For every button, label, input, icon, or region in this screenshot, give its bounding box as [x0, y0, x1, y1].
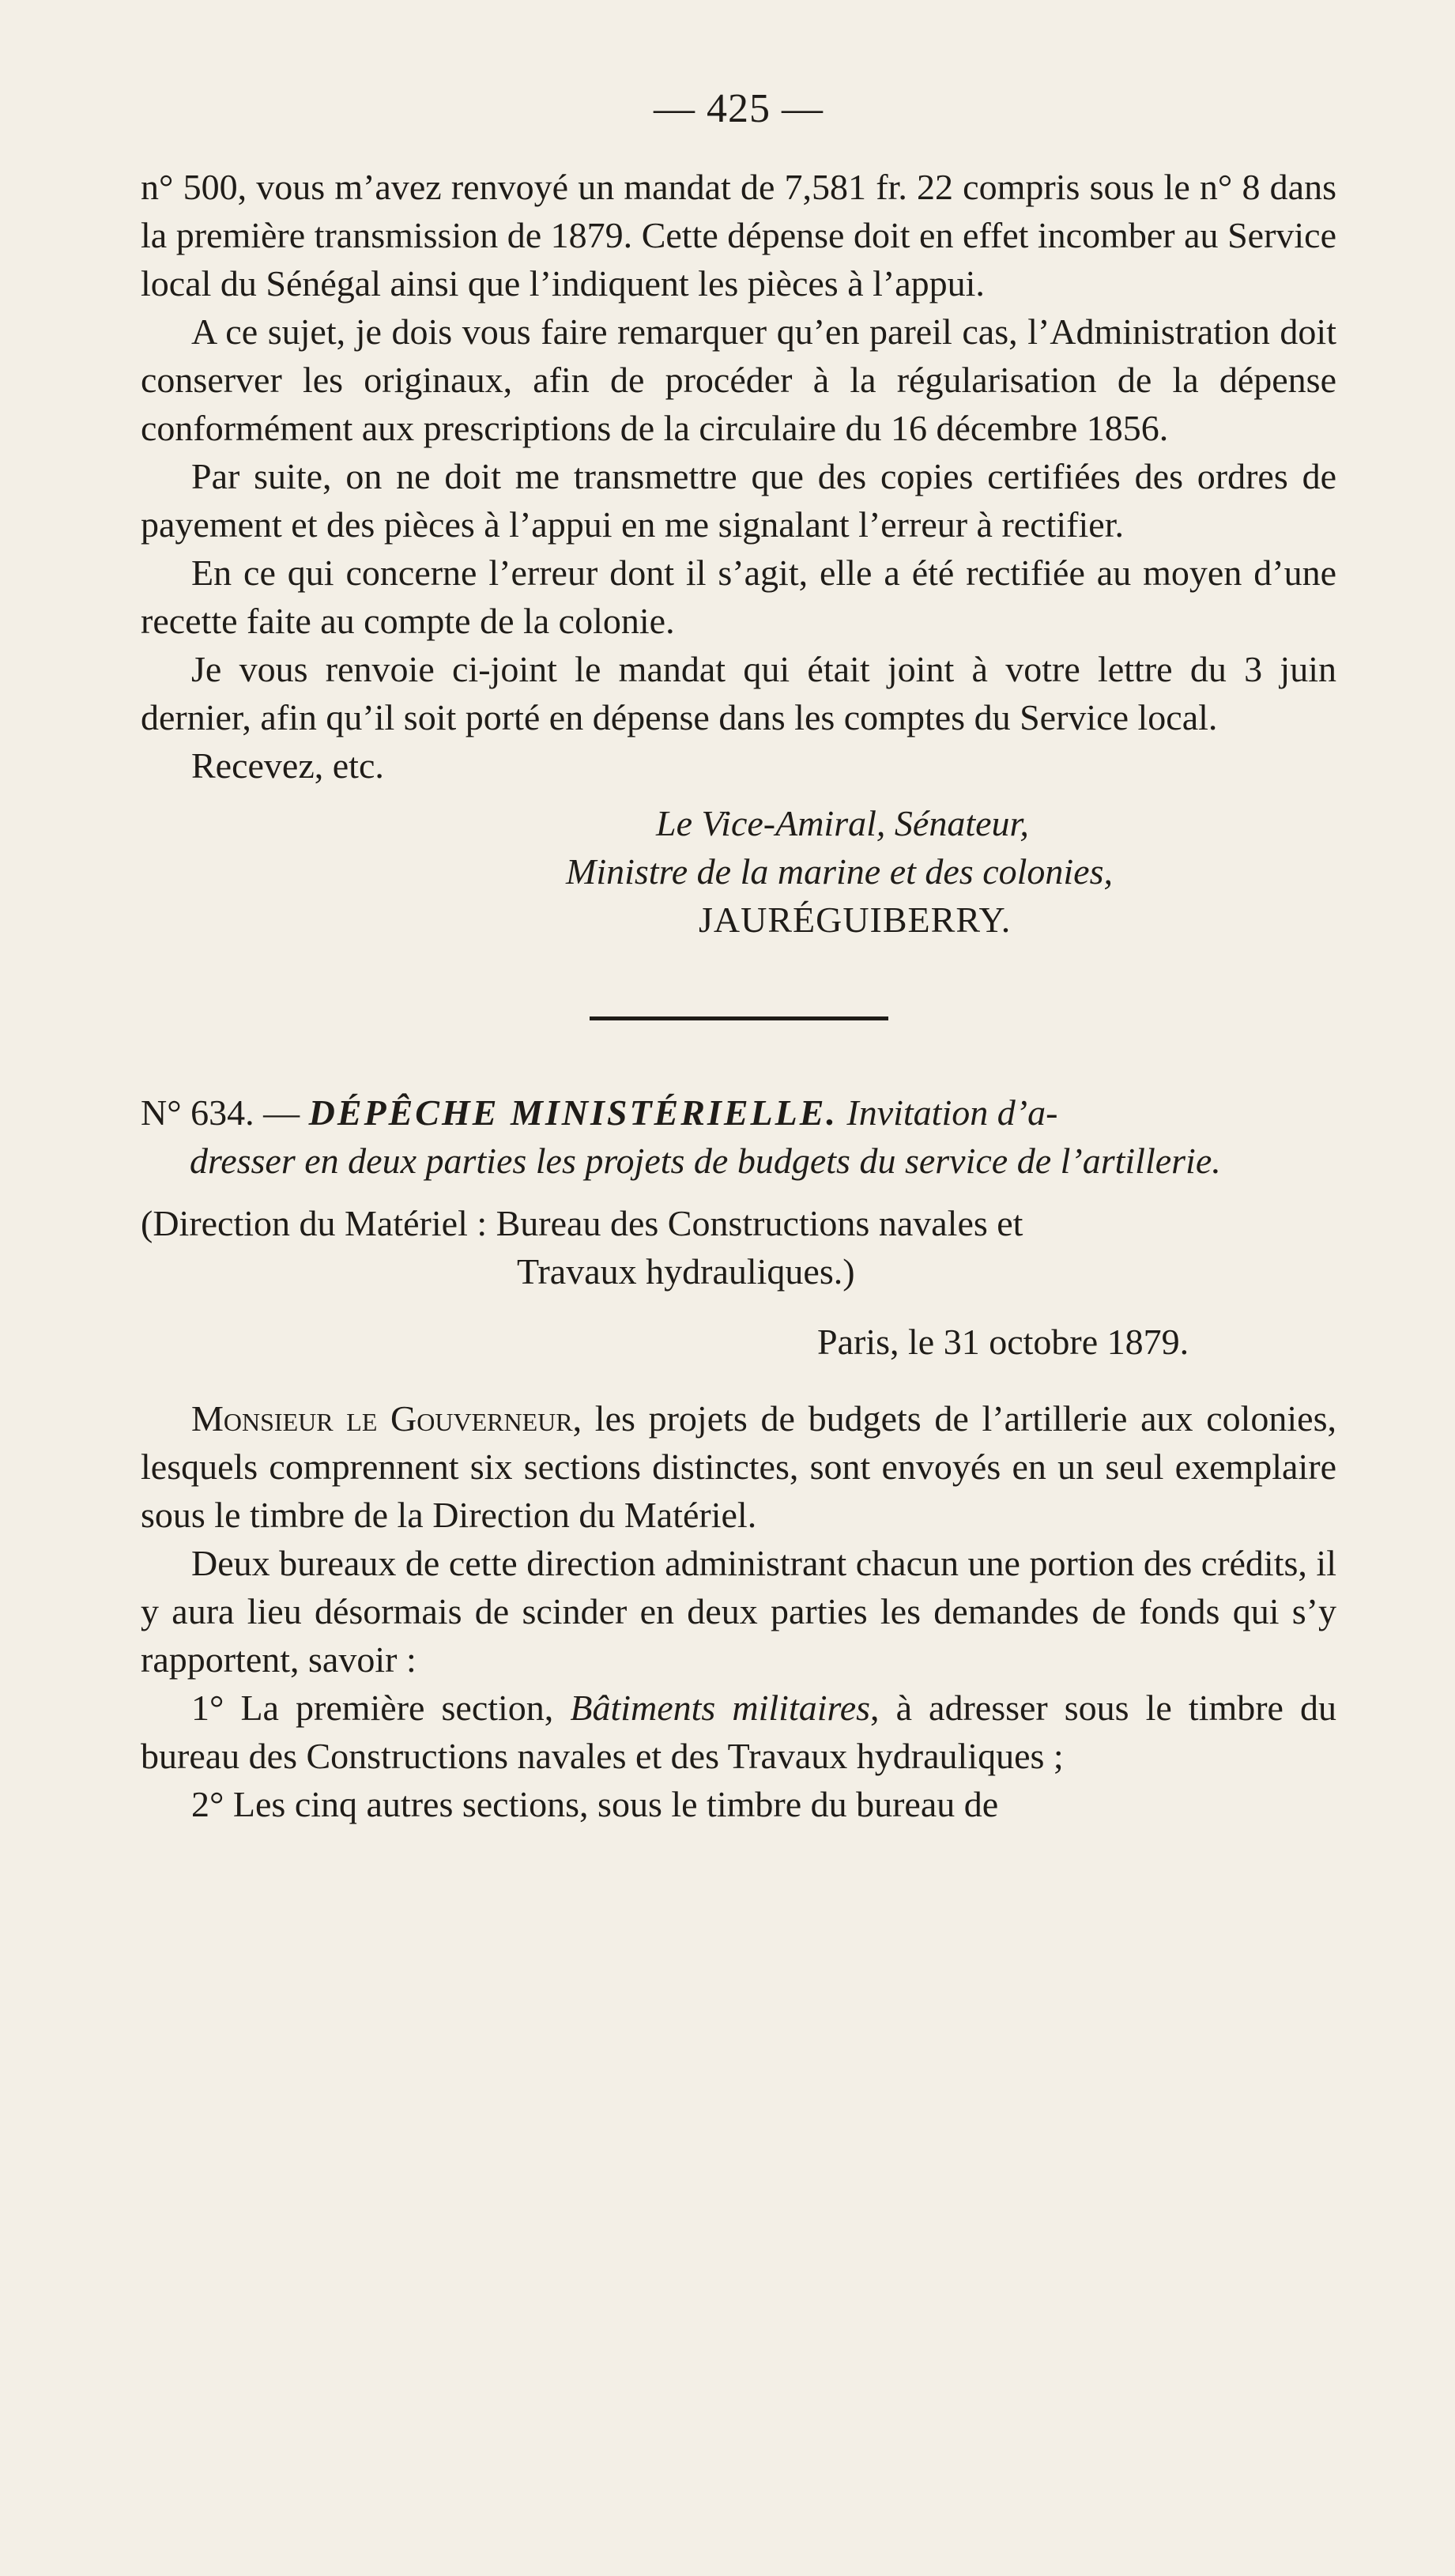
direction-line: (Direction du Matériel : Bureau des Constructions navales et	[141, 1203, 1023, 1243]
signature-block	[141, 799, 1336, 944]
letter-continuation	[141, 163, 1336, 790]
dispatch-title: DÉPÊCHE MINISTÉRIELLE.	[308, 1092, 838, 1133]
dispatch-direction	[141, 1199, 1336, 1296]
dispatch-heading	[141, 1088, 1336, 1185]
paragraph: Deux bureaux de cette direction administrant chacun une portion des crédits, il y aura lieu désormais de scinder en deux parties les demandes de fonds qui s’y rapportent, savoir :	[141, 1543, 1336, 1680]
dispatch-letter	[141, 1394, 1336, 1828]
paragraph: A ce sujet, je dois vous faire remarquer qu’en pareil cas, l’Administration doit conserver les originaux, afin de procéder à la régularisation de la dépense conformément aux prescriptions de la circulaire du 16 décembre 1856.	[141, 311, 1336, 448]
signature-name: JAURÉGUIBERRY.	[699, 900, 1012, 940]
dispatch-subject-continued: dresser en deux parties les projets de budgets du service de l’artillerie.	[190, 1141, 1221, 1181]
section-name: Bâtiments militaires	[570, 1688, 871, 1728]
paragraph	[141, 1684, 1336, 1780]
place-and-date: Paris, le 31 octobre 1879.	[817, 1322, 1189, 1362]
section-divider	[590, 1016, 888, 1020]
paragraph: Par suite, on ne doit me transmettre que des copies certifiées des ordres de payement et des pièces à l’appui en me signalant l’erreur à rectifier.	[141, 456, 1336, 545]
dispatch-number: N° 634. —	[141, 1092, 300, 1133]
paragraph	[141, 1394, 1336, 1539]
paragraph: En ce qui concerne l’erreur dont il s’agit, elle a été rectifiée au moyen d’une recette faite au compte de la colonie.	[141, 553, 1336, 641]
list-item-prefix: 1° La première section,	[191, 1688, 571, 1728]
direction-line: Travaux hydrauliques.)	[517, 1251, 855, 1292]
salutation: Monsieur le Gouverneur,	[191, 1398, 582, 1439]
page-number: — 425 —	[654, 86, 824, 131]
paragraph-text: les projets de budgets de l’artillerie aux colonies, lesquels comprennent six sections distinctes, sont envoyés en un seul exemplaire sous le timbre de la Direction du Matériel.	[141, 1398, 1336, 1535]
paragraph: Je vous renvoie ci-joint le mandat qui était joint à votre lettre du 3 juin dernier, afin qu’il soit porté en dépense dans les comptes du Service local.	[141, 649, 1336, 737]
closing-formula: Recevez, etc.	[191, 745, 384, 786]
list-item-text: , à adresser sous le timbre du bureau des Constructions navales et des Travaux hydrauliques ;	[141, 1688, 1337, 1776]
paragraph: n° 500, vous m’avez renvoyé un mandat de 7,581 fr. 22 compris sous le n° 8 dans la première transmission de 1879. Cette dépense doit en effet incomber au Service local du Sénégal ainsi que l’indiquent les pièces à l’appui.	[141, 167, 1336, 304]
dispatch-subject-start: Invitation d’a-	[846, 1092, 1058, 1133]
paragraph: 2° Les cinq autres sections, sous le timbre du bureau de	[191, 1784, 999, 1824]
signature-title: Le Vice-Amiral, Sénateur,	[656, 803, 1029, 843]
signature-office: Ministre de la marine et des colonies,	[566, 851, 1113, 892]
